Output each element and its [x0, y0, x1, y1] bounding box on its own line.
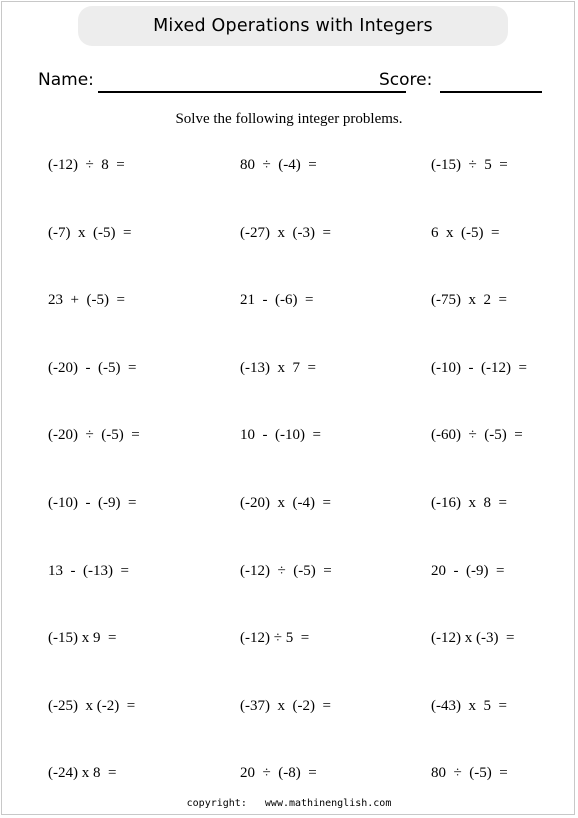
problem-r3-c3: (-75) x 2 = [431, 292, 507, 308]
problem-r6-c2: (-20) x (-4) = [240, 495, 331, 511]
problem-r8-c1: (-15) x 9 = [48, 630, 117, 646]
problem-r1-c2: 80 ÷ (-4) = [240, 157, 317, 173]
problem-r6-c3: (-16) x 8 = [431, 495, 507, 511]
worksheet-title: Mixed Operations with Integers [78, 6, 508, 46]
score-label: Score: [379, 70, 433, 90]
problem-r5-c2: 10 - (-10) = [240, 427, 321, 443]
problem-r4-c3: (-10) - (-12) = [431, 360, 527, 376]
problem-r4-c1: (-20) - (-5) = [48, 360, 137, 376]
problem-r8-c2: (-12) ÷ 5 = [240, 630, 310, 646]
problem-r2-c1: (-7) x (-5) = [48, 225, 132, 241]
problem-r7-c2: (-12) ÷ (-5) = [240, 563, 332, 579]
problem-r9-c3: (-43) x 5 = [431, 698, 507, 714]
problem-r2-c2: (-27) x (-3) = [240, 225, 331, 241]
problem-r10-c1: (-24) x 8 = [48, 765, 117, 781]
problem-r2-c3: 6 x (-5) = [431, 225, 500, 241]
problem-r3-c1: 23 + (-5) = [48, 292, 125, 308]
problem-r3-c2: 21 - (-6) = [240, 292, 314, 308]
problem-r4-c2: (-13) x 7 = [240, 360, 316, 376]
problem-r10-c2: 20 ÷ (-8) = [240, 765, 317, 781]
problem-r7-c1: 13 - (-13) = [48, 563, 129, 579]
instructions: Solve the following integer problems. [175, 111, 403, 127]
score-answer-line [440, 91, 542, 93]
problem-r6-c1: (-10) - (-9) = [48, 495, 137, 511]
copyright-footer: copyright: www.mathinenglish.com [186, 798, 392, 809]
problem-r9-c1: (-25) x (-2) = [48, 698, 136, 714]
problem-r7-c3: 20 - (-9) = [431, 563, 505, 579]
problem-r5-c1: (-20) ÷ (-5) = [48, 427, 140, 443]
problem-r5-c3: (-60) ÷ (-5) = [431, 427, 523, 443]
name-answer-line [98, 91, 406, 93]
problem-r8-c3: (-12) x (-3) = [431, 630, 515, 646]
problem-r10-c3: 80 ÷ (-5) = [431, 765, 508, 781]
problem-r1-c3: (-15) ÷ 5 = [431, 157, 508, 173]
name-label: Name: [38, 70, 94, 90]
problem-r1-c1: (-12) ÷ 8 = [48, 157, 125, 173]
header-row [38, 70, 542, 94]
problem-r9-c2: (-37) x (-2) = [240, 698, 331, 714]
